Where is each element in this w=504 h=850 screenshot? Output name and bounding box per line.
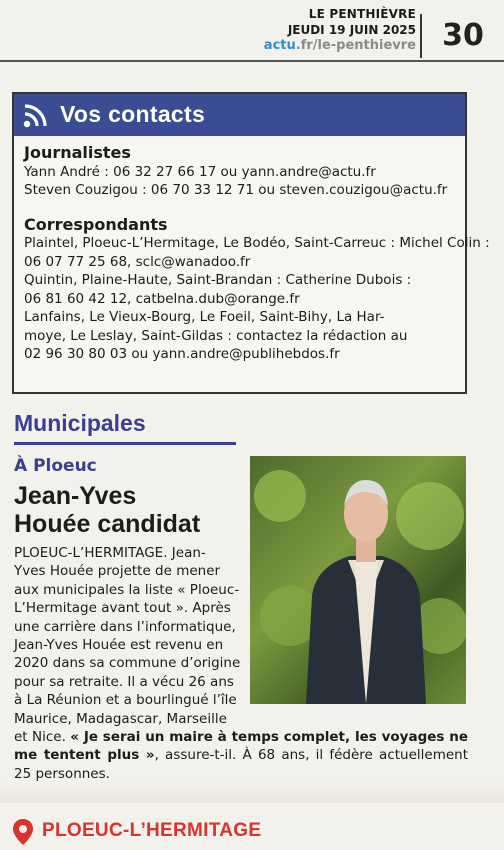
body-paragraph-end bbox=[14, 728, 468, 783]
journaliste-line: Steven Couzigou : 06 70 33 12 71 ou steven.couzigou@actu.fr bbox=[24, 182, 448, 198]
body-text-end: , assure-t-il. À 68 ans, il fédère actuellement 25 personnes. bbox=[14, 747, 469, 782]
body-line: L’Hermitage avant tout ». Après bbox=[14, 600, 231, 617]
header-info bbox=[264, 6, 416, 54]
location-name: PLOEUC-L’HERMITAGE bbox=[42, 820, 262, 841]
location-banner bbox=[12, 818, 472, 846]
article-headline bbox=[14, 482, 246, 538]
correspondant-line: Plaintel, Ploeuc-L’Hermitage, Le Bodéo, Saint-Carreuc : Michel Colin : bbox=[24, 235, 490, 251]
contacts-box bbox=[12, 92, 490, 394]
body-line: à La Réunion et a bourlingué l’île bbox=[14, 692, 237, 709]
site-brand: actu bbox=[263, 38, 296, 53]
publication-name: LE PENTHIÈVRE bbox=[308, 7, 416, 21]
article-body bbox=[14, 544, 468, 783]
body-line: une carrière dans l’informatique, bbox=[14, 618, 236, 635]
website-link[interactable] bbox=[264, 38, 416, 54]
body-line: pour sa retraite. Il a vécu 26 ans bbox=[14, 673, 234, 690]
section-underline bbox=[14, 442, 236, 445]
correspondants-heading: Correspondants bbox=[24, 214, 168, 234]
header-divider bbox=[0, 60, 504, 62]
site-path: .fr/le-penthievre bbox=[295, 38, 416, 53]
article-kicker: À Ploeuc bbox=[14, 456, 97, 476]
body-line: Jean-Yves Houée est revenu en bbox=[14, 637, 224, 654]
body-line: Maurice, Madagascar, Marseille bbox=[14, 710, 227, 727]
correspondant-line: 06 07 77 25 68, sclc@wanadoo.fr bbox=[24, 253, 251, 270]
correspondant-line: 06 81 60 42 12, catbelna.dub@orange.fr bbox=[24, 290, 300, 307]
contacts-body bbox=[14, 136, 490, 364]
body-column bbox=[14, 544, 244, 728]
body-text-start: et Nice. bbox=[14, 729, 71, 746]
body-line: PLOEUC-L’HERMITAGE. Jean- bbox=[14, 545, 206, 561]
contacts-header bbox=[14, 94, 465, 136]
candidate-quote: « Je serai un maire à temps complet, les voyages ne me tentent plus » bbox=[14, 729, 468, 764]
body-line: 2020 dans sa commune d’origine bbox=[14, 655, 241, 672]
body-line: Yves Houée projette de mener bbox=[14, 563, 221, 580]
page-fold bbox=[0, 783, 504, 803]
journaliste-line: Yann André : 06 32 27 66 17 ou yann.andre@actu.fr bbox=[24, 163, 376, 180]
page-header bbox=[0, 0, 504, 62]
issue-date: JEUDI 19 JUIN 2025 bbox=[287, 23, 416, 37]
correspondant-line: Quintin, Plaine-Haute, Saint-Brandan : Catherine Dubois : bbox=[24, 272, 412, 288]
section-title: Municipales bbox=[14, 410, 146, 436]
headline-line: Jean-Yves bbox=[14, 482, 137, 510]
location-pin-icon bbox=[12, 818, 34, 846]
correspondant-line: Lanfains, Le Vieux-Bourg, Le Foeil, Saint-Bihy, La Har- bbox=[24, 309, 385, 325]
rss-icon bbox=[22, 101, 50, 129]
contacts-title: Vos contacts bbox=[60, 101, 206, 127]
correspondant-line: 02 96 30 80 03 ou yann.andre@publihebdos.fr bbox=[24, 346, 340, 362]
body-line: aux municipales la liste « Ploeuc- bbox=[14, 581, 240, 598]
page-number: 30 bbox=[420, 14, 504, 58]
headline-line: Houée candidat bbox=[14, 510, 201, 538]
correspondant-line: moye, Le Leslay, Saint-Gildas : contactez la rédaction au bbox=[24, 327, 408, 344]
journalistes-heading: Journalistes bbox=[24, 143, 131, 162]
